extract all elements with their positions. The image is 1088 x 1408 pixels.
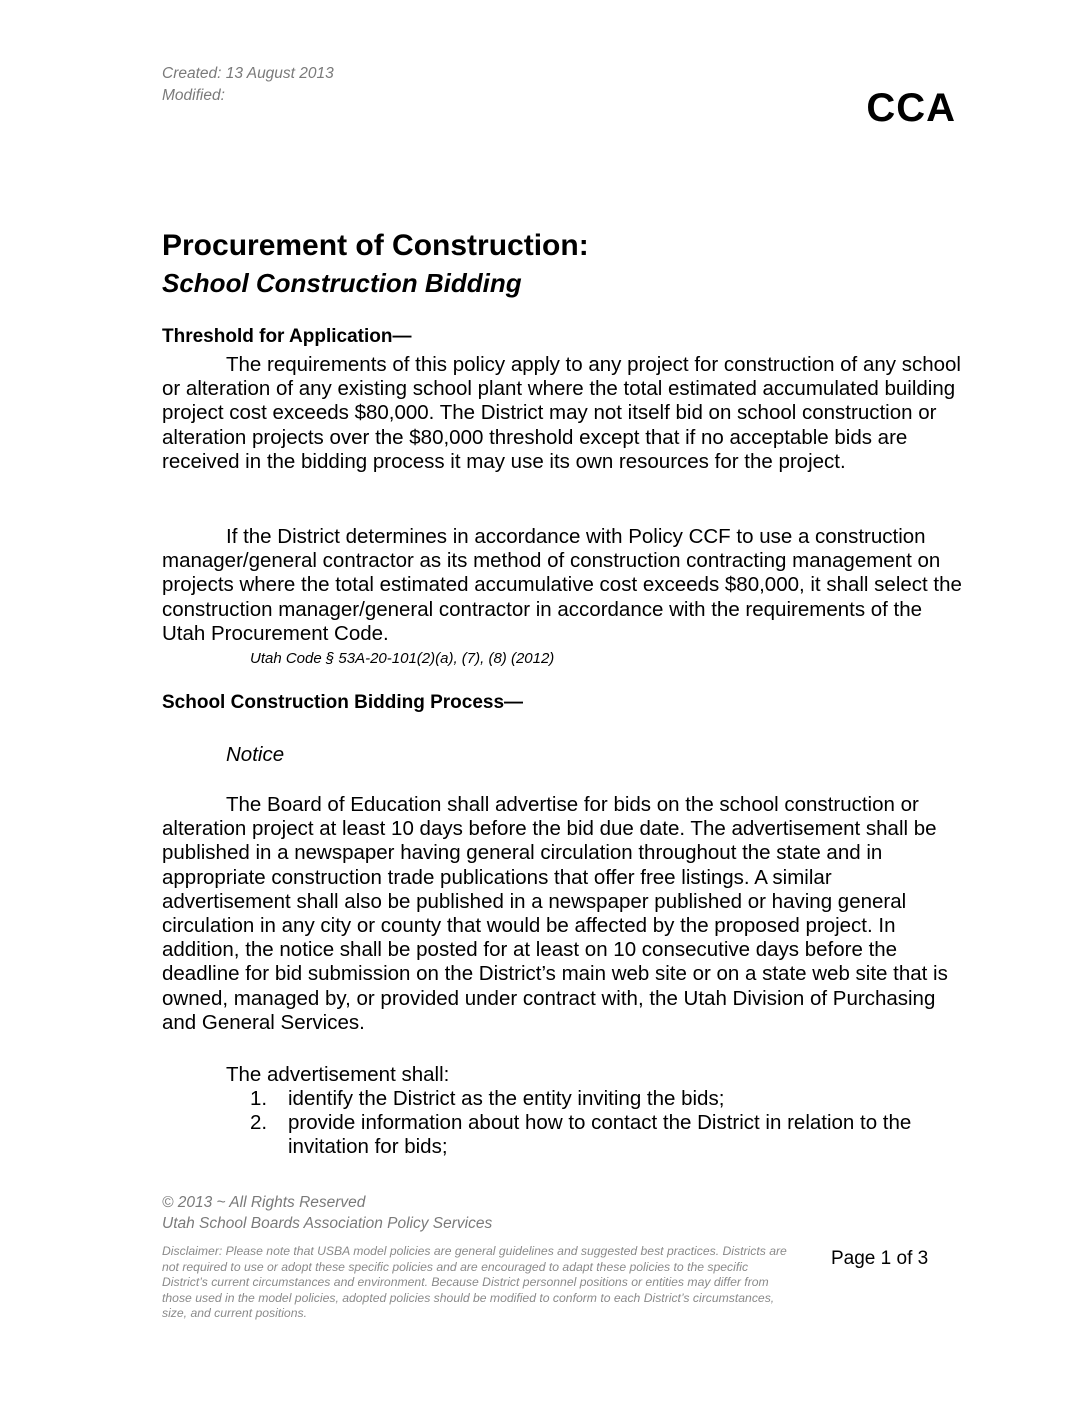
organization-name: Utah School Boards Association Policy Services [162, 1215, 493, 1232]
policy-code: CCA [866, 86, 956, 130]
threshold-heading: Threshold for Application— [162, 326, 412, 347]
list-item [250, 1111, 950, 1159]
notice-paragraph: The Board of Education shall advertise for bids on the school construction or alteration project at least 10 days before the bid due date. The advertisement shall be published in a newspaper having general circulation throughout the state and in appropriate construction trade publications that offer free listings. A similar advertisement shall also be published in a newspaper published or having general circulation in any city or county that would be affected by the proposed project. In addition, the notice shall be posted for at least on 10 consecutive days before the deadline for bid submission on the District’s main web site or on a state web site that is owned, managed by, or provided under contract with, the Utah Division of Purchasing and General Services. [162, 793, 948, 1034]
list-item-text: identify the District as the entity inviting the bids; [288, 1087, 725, 1110]
page-title: Procurement of Construction: [162, 229, 589, 262]
advertisement-list [250, 1087, 950, 1160]
list-item-number: 2. [250, 1111, 268, 1135]
page-number: Page 1 of 3 [831, 1248, 929, 1269]
modified-date: Modified: [162, 87, 225, 104]
list-item [250, 1087, 950, 1111]
page-subtitle: School Construction Bidding [162, 268, 522, 298]
created-date: Created: 13 August 2013 [162, 65, 334, 82]
disclaimer-text: Disclaimer: Please note that USBA model policies are general guidelines and suggested best practices. Districts are not required to use or adopt these specific policies and are encouraged to adapt these policies to the specific District’s current circumstances and environment. Because District personnel positions or entities may differ from those used in the model policies, adopted policies should be modified to conform to each District’s circumstances, size, and current positions. [162, 1244, 787, 1321]
bidding-process-heading: School Construction Bidding Process— [162, 692, 524, 713]
copyright-notice: © 2013 ~ All Rights Reserved [162, 1194, 366, 1211]
notice-subheading: Notice [226, 743, 285, 766]
list-item-text: provide information about how to contact the District in relation to the invitation for bids; [288, 1111, 912, 1159]
advertisement-intro: The advertisement shall: [226, 1063, 450, 1086]
legal-citation: Utah Code § 53A-20-101(2)(a), (7), (8) (2012) [250, 650, 555, 667]
threshold-paragraph-2: If the District determines in accordance with Policy CCF to use a construction manager/general contractor as its method of construction contracting management on projects where the total estimated accumulative cost exceeds $80,000, it shall select the construction manager/general contractor in accordance with the requirements of the Utah Procurement Code. [162, 525, 962, 645]
threshold-paragraph-1: The requirements of this policy apply to any project for construction of any school or alteration of any existing school plant where the total estimated accumulated building project cost exceeds $80,000. The District may not itself bid on school construction or alteration projects over the $80,000 threshold except that if no acceptable bids are received in the bidding process it may use its own resources for the project. [162, 353, 961, 473]
list-item-number: 1. [250, 1087, 268, 1110]
